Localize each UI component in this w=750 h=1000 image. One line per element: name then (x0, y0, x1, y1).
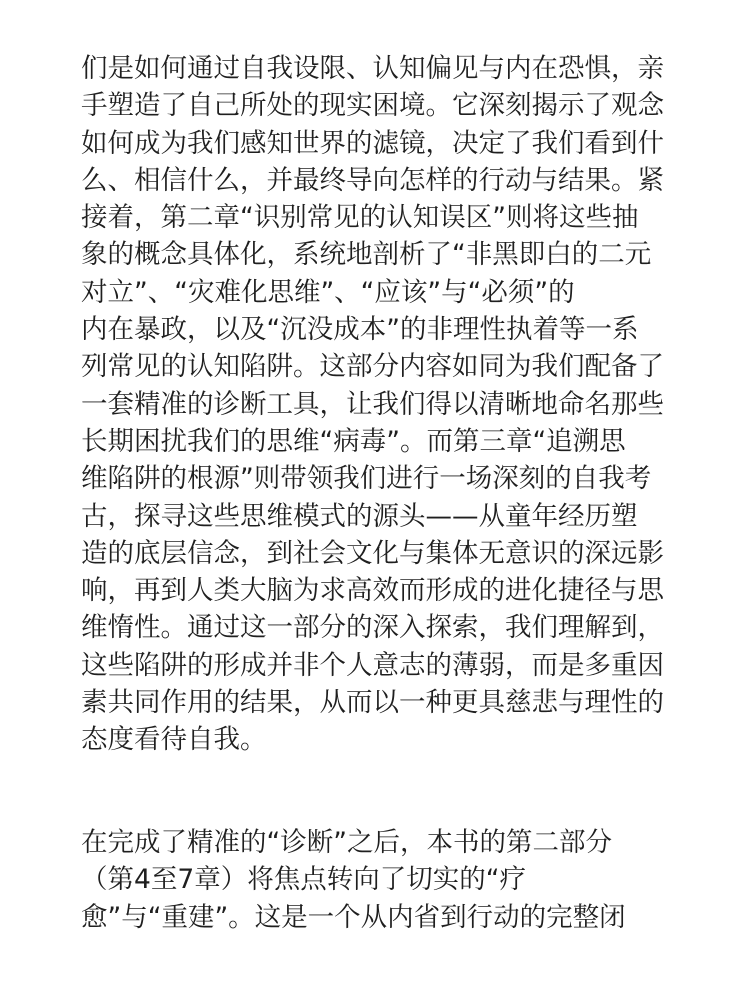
text-line: 么、相信什么，并最终导向怎样的行动与结果。紧 (81, 164, 664, 196)
text-line: （第4至7章）将焦点转向了切实的“疗 (81, 864, 526, 896)
text-line: 一套精准的诊断工具，让我们得以清晰地命名那些 (81, 388, 664, 420)
text-line: 维惰性。通过这一部分的深入探索，我们理解到， (81, 612, 664, 644)
paragraph-1 (81, 50, 681, 759)
text-line: 长期困扰我们的思维“病毒”。而第三章“追溯思 (81, 425, 626, 457)
text-line: 素共同作用的结果，从而以一种更具慈悲与理性的 (81, 687, 664, 719)
text-line: 内在暴政，以及“沉没成本”的非理性执着等一系 (81, 314, 639, 346)
text-line: 象的概念具体化，系统地剖析了“非黑即白的二元 (81, 239, 652, 271)
text-line: 们是如何通过自我设限、认知偏见与内在恐惧，亲 (81, 53, 664, 84)
text-line: 列常见的认知陷阱。这部分内容如同为我们配备了 (81, 351, 664, 383)
text-line: 对立”、“灾难化思维”、“应该”与“必须”的 (81, 276, 575, 308)
text-line: 态度看待自我。 (81, 724, 267, 756)
text-line: 维陷阱的根源”则带领我们进行一场深刻的自我考 (81, 463, 652, 495)
text-line: 古，探寻这些思维模式的源头——从童年经历塑 (81, 500, 638, 532)
text-line: 响，再到人类大脑为求高效而形成的进化捷径与思 (81, 575, 664, 607)
paragraph-2 (81, 824, 681, 936)
text-line: 手塑造了自己所处的现实困境。它深刻揭示了观念 (81, 90, 664, 122)
text-line: 愈”与“重建”。这是一个从内省到行动的完整闭 (81, 901, 626, 933)
text-line: 造的底层信念，到社会文化与集体无意识的深远影 (81, 537, 664, 569)
text-line: 接着，第二章“识别常见的认知误区”则将这些抽 (81, 202, 639, 234)
text-line: 在完成了精准的“诊断”之后，本书的第二部分 (81, 827, 612, 858)
text-line: 如何成为我们感知世界的滤镜，决定了我们看到什 (81, 127, 664, 159)
text-line: 这些陷阱的形成并非个人意志的薄弱，而是多重因 (81, 649, 664, 681)
